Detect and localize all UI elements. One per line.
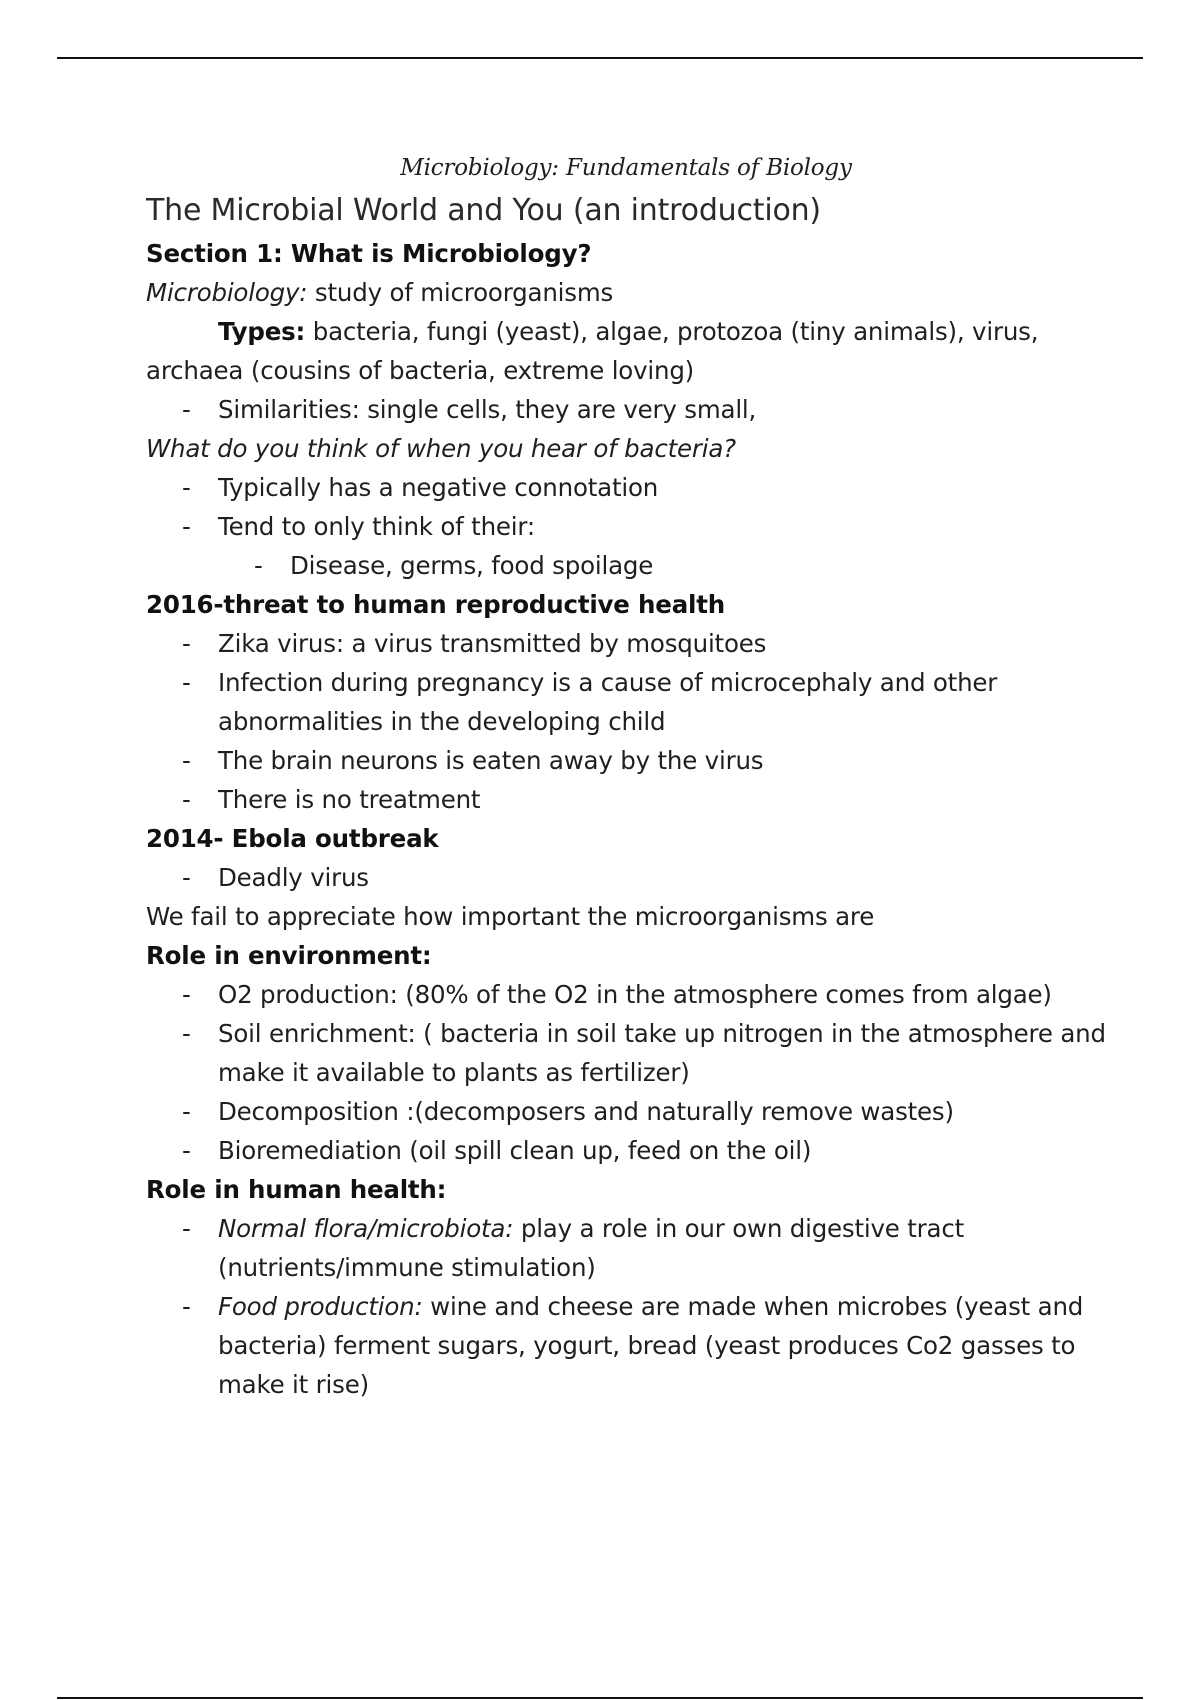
document-title: Microbiology: Fundamentals of Biology [400,155,852,181]
question-subpoint-list [146,546,1106,585]
zika-list [146,624,1106,819]
list-item [146,1209,1106,1287]
list-item: - Bioremediation (oil spill clean up, feed on the oil) [146,1131,1106,1170]
health-term: Food production: [218,1292,423,1321]
ebola-heading: 2014- Ebola outbreak [146,824,439,853]
similarities-list [146,390,1106,429]
question-line: What do you think of when you hear of bacteria? [146,434,736,463]
zika-heading: 2016-threat to human reproductive health [146,590,725,619]
definition-text: study of microorganisms [307,278,614,307]
top-rule [57,57,1143,59]
environment-list [146,975,1106,1170]
environment-heading: Role in environment: [146,941,432,970]
list-item: - Tend to only think of their: [146,507,1106,546]
health-text: wine and cheese are made when microbes (yeast and bacteria) ferment sugars, yogurt, bread (yeast produces Co2 gasses to make it rise) [218,1292,1084,1399]
types-text: bacteria, fungi (yeast), algae, protozoa (tiny animals), virus, [305,317,1039,346]
health-term: Normal flora/microbiota: [218,1214,514,1243]
statement-line: We fail to appreciate how important the microorganisms are [146,902,875,931]
document-page [146,148,1106,1404]
types-label: Types: [218,317,306,346]
document-subtitle: The Microbial World and You (an introduction) [146,193,821,228]
definition-term: Microbiology: [146,278,308,307]
bottom-rule [57,1697,1143,1699]
list-item: - Soil enrichment: ( bacteria in soil take up nitrogen in the atmosphere and make it available to plants as fertilizer) [146,1014,1106,1092]
health-list [146,1209,1106,1404]
list-item: - Disease, germs, food spoilage [146,546,1106,585]
health-text: play a role in our own digestive tract (nutrients/immune stimulation) [218,1214,965,1282]
types-continuation: archaea (cousins of bacteria, extreme loving) [146,356,695,385]
list-item [146,1287,1106,1404]
list-item: - Typically has a negative connotation [146,468,1106,507]
list-item: - Infection during pregnancy is a cause of microcephaly and other abnormalities in the developing child [146,663,1106,741]
list-item: - O2 production: (80% of the O2 in the atmosphere comes from algae) [146,975,1106,1014]
section-heading: Section 1: What is Microbiology? [146,239,592,268]
list-item: - Decomposition :(decomposers and naturally remove wastes) [146,1092,1106,1131]
types-line [146,312,1106,351]
list-item: - There is no treatment [146,780,1106,819]
definition-line [146,273,1106,312]
ebola-list [146,858,1106,897]
question-points-list [146,468,1106,546]
list-item: - Similarities: single cells, they are very small, [146,390,1106,429]
health-heading: Role in human health: [146,1175,447,1204]
list-item: - Zika virus: a virus transmitted by mosquitoes [146,624,1106,663]
list-item: - Deadly virus [146,858,1106,897]
list-item: - The brain neurons is eaten away by the virus [146,741,1106,780]
